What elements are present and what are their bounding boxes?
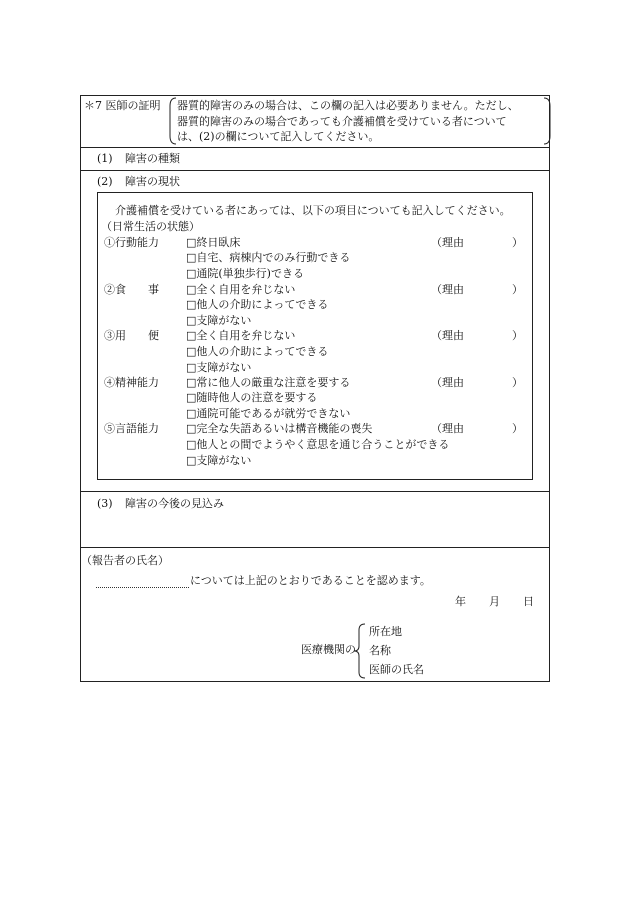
field-address: 所在地 [369,625,402,638]
item4-reason-open: （理由 [431,376,464,389]
item4-label: ④精神能力 [104,376,159,389]
certify-text: については上記のとおりであることを認めます。 [190,574,431,587]
item2-label: ②食 事 [104,283,159,296]
institution-prefix: 医療機関の [301,643,356,656]
item1-opt3: □通院(単独歩行)できる [186,267,304,280]
item5-opt1: □完全な失語あるいは構音機能の喪失 [186,422,373,435]
item3-opt1: □全く自用を弁じない [186,329,296,342]
item5-reason-close: ） [512,422,523,435]
item5-opt2: □他人との間でようやく意思を通じ合うことができる [186,438,450,451]
item5-label: ⑤言語能力 [104,422,159,435]
item2-reason-close: ） [512,283,523,296]
item1-opt1: □終日臥床 [186,236,241,249]
item3-reason-open: （理由 [431,329,464,342]
item3-reason-close: ） [512,329,523,342]
item5-reason-open: （理由 [431,422,464,435]
divider [80,147,550,148]
note-line-3: は、(2)の欄について記入してください。 [177,130,380,143]
item2-reason-open: （理由 [431,283,464,296]
item5-opt3: □支障がない [186,454,252,467]
field-doctor-name: 医師の氏名 [369,663,424,676]
item1-reason-open: （理由 [431,236,464,249]
item2-opt1: □全く自用を弁じない [186,283,296,296]
reporter-name-blank [96,573,189,588]
date-year: 年 [455,595,466,608]
item3-label: ③用 便 [104,329,159,342]
sec1-num: (1) [97,152,113,165]
divider [80,170,550,171]
item4-reason-close: ） [512,376,523,389]
sec2-num: (2) [97,175,113,188]
item4-opt3: □通院可能であるが就労できない [186,407,351,420]
sec3-num: (3) [97,497,113,510]
institution-brace [353,622,367,680]
item2-opt3: □支障がない [186,314,252,327]
item3-opt2: □他人の介助によってできる [186,345,329,358]
daily-heading: （日常生活の状態） [101,220,200,233]
item1-label: ①行動能力 [104,236,159,249]
date-day: 日 [523,595,534,608]
reporter-heading: （報告者の氏名） [81,554,169,567]
daily-life-box [97,192,533,480]
note-line-1: 器質的障害のみの場合は、この欄の記入は必要ありません。ただし、 [177,99,519,112]
sec2-intro: 介護補償を受けている者にあっては、以下の項目についても記入してください。 [115,204,511,217]
divider [80,547,550,548]
field-name: 名称 [369,644,391,657]
note-line-2: 器質的障害のみの場合であっても介護補償を受けている者について [177,115,507,128]
item1-opt2: □自宅、病棟内でのみ行動できる [186,251,351,264]
date-month: 月 [489,595,500,608]
divider [80,491,550,492]
sec1-title: 障害の種類 [125,152,180,165]
item1-reason-close: ） [512,236,523,249]
item4-opt2: □随時他人の注意を要する [186,391,318,404]
item4-opt1: □常に他人の厳重な注意を要する [186,376,351,389]
sec2-title: 障害の現状 [125,175,180,188]
sec3-title: 障害の今後の見込み [125,497,224,510]
section7-label: ＊7 医師の証明 [84,99,161,112]
item3-opt3: □支障がない [186,361,252,374]
item2-opt2: □他人の介助によってできる [186,298,329,311]
